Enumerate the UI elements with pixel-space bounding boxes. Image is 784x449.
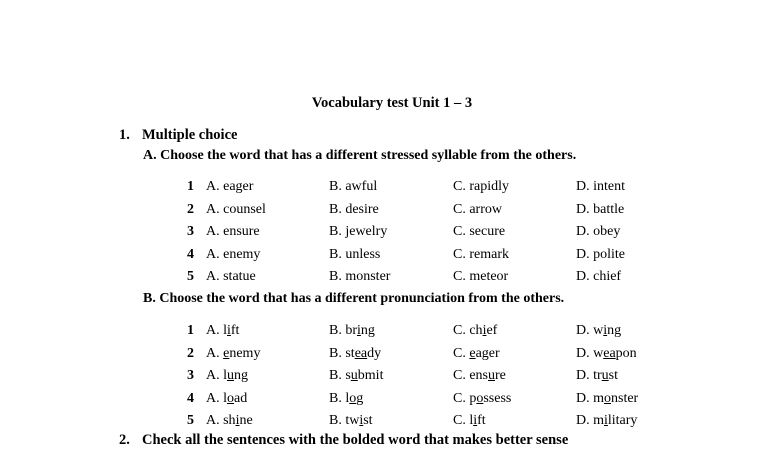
- answer-option: D. trust: [576, 368, 619, 383]
- section-title: Multiple choice: [142, 127, 238, 143]
- section-1-heading: [119, 127, 237, 144]
- answer-option: C. arrow: [453, 201, 502, 217]
- answer-option: D. wing: [576, 323, 622, 338]
- answer-option: D. polite: [576, 246, 625, 262]
- answer-option: A. lung: [206, 368, 248, 383]
- answer-option: B. submit: [329, 368, 384, 383]
- underlined-letters: i: [604, 413, 608, 428]
- answer-option: A. lift: [206, 323, 240, 338]
- answer-option: A. ensure: [206, 224, 260, 239]
- answer-option: B. twist: [329, 413, 373, 428]
- question-number: 3: [187, 368, 194, 383]
- question-row: [0, 368, 784, 390]
- answer-option: B. awful: [329, 179, 378, 194]
- underlined-letters: e: [223, 345, 230, 361]
- question-row: [0, 202, 784, 224]
- section-number: 2.: [119, 432, 130, 448]
- question-row: [0, 323, 784, 345]
- answer-option: B. bring: [329, 323, 375, 338]
- question-number: 2: [187, 201, 194, 217]
- underlined-letters: i: [227, 323, 231, 338]
- answer-option: C. eager: [453, 345, 500, 361]
- underlined-letters: ea: [354, 345, 368, 361]
- answer-option: C. meteor: [453, 269, 509, 284]
- answer-option: C. remark: [453, 246, 509, 262]
- question-number: 2: [187, 345, 194, 361]
- question-row: [0, 224, 784, 246]
- answer-option: D. intent: [576, 179, 625, 194]
- underlined-letters: o: [476, 390, 484, 406]
- underlined-letters: u: [227, 368, 234, 383]
- answer-option: A. load: [206, 390, 248, 406]
- answer-option: C. possess: [453, 390, 512, 406]
- answer-option: D. chief: [576, 269, 622, 284]
- underlined-letters: i: [357, 323, 361, 338]
- answer-option: C. lift: [453, 413, 486, 428]
- answer-option: B. desire: [329, 201, 379, 217]
- answer-option: B. jewelry: [329, 224, 388, 239]
- answer-option: B. log: [329, 390, 364, 406]
- answer-option: B. steady: [329, 345, 382, 361]
- answer-option: B. unless: [329, 246, 381, 262]
- underlined-letters: i: [603, 323, 608, 338]
- question-row: [0, 346, 784, 368]
- question-row: [0, 391, 784, 413]
- underlined-letters: o: [604, 390, 611, 406]
- question-number: 3: [187, 224, 194, 239]
- underlined-letters: u: [488, 368, 495, 383]
- question-number: 4: [187, 246, 194, 262]
- answer-option: A. statue: [206, 269, 256, 284]
- answer-option: C. rapidly: [453, 179, 509, 194]
- answer-option: A. eager: [206, 179, 254, 194]
- answer-option: A. shine: [206, 413, 253, 428]
- answer-option: C. chief: [453, 323, 498, 338]
- underlined-letters: o: [349, 390, 357, 406]
- answer-option: C. secure: [453, 224, 506, 239]
- underlined-letters: i: [473, 413, 478, 428]
- underlined-letters: i: [359, 413, 364, 428]
- question-row: [0, 247, 784, 269]
- answer-option: D. weapon: [576, 345, 637, 361]
- section-title: Check all the sentences with the bolded word that makes better sense: [142, 432, 569, 448]
- question-number: 1: [187, 179, 194, 194]
- part-b-heading: B. Choose the word that has a different pronunciation from the others.: [143, 291, 565, 306]
- underlined-letters: i: [235, 413, 240, 428]
- answer-option: B. monster: [329, 269, 391, 284]
- question-number: 4: [187, 390, 194, 406]
- question-number: 1: [187, 323, 194, 338]
- answer-option: D. battle: [576, 201, 625, 217]
- underlined-letters: ea: [603, 345, 616, 361]
- answer-option: D. military: [576, 413, 638, 428]
- answer-option: A. enemy: [206, 246, 261, 262]
- answer-option: C. ensure: [453, 368, 506, 383]
- question-number: 5: [187, 269, 194, 284]
- underlined-letters: i: [482, 323, 487, 338]
- question-number: 5: [187, 413, 194, 428]
- question-row: [0, 269, 784, 291]
- page-title: Vocabulary test Unit 1 – 3: [311, 95, 473, 111]
- underlined-letters: o: [227, 390, 234, 406]
- underlined-letters: u: [601, 368, 609, 383]
- part-a-heading: A. Choose the word that has a different stressed syllable from the others.: [143, 148, 577, 163]
- answer-option: D. obey: [576, 224, 621, 239]
- answer-option: D. monster: [576, 390, 639, 406]
- section-number: 1.: [119, 127, 130, 143]
- answer-option: A. enemy: [206, 345, 261, 361]
- underlined-letters: u: [350, 368, 358, 383]
- underlined-letters: e: [469, 345, 476, 361]
- question-row: [0, 179, 784, 201]
- answer-option: A. counsel: [206, 201, 266, 217]
